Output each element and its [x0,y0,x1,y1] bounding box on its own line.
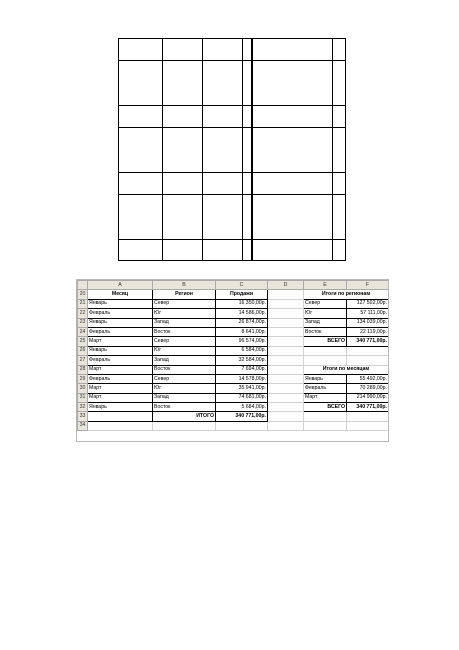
cell[interactable]: 127 502,00р. [347,299,389,308]
cell[interactable]: Март [304,393,347,402]
cell[interactable] [347,346,389,355]
column-header-row [78,281,389,290]
cell[interactable]: Февраль [88,309,153,318]
row-number[interactable]: 34 [78,421,88,430]
months-title[interactable]: Итоги по месяцам [304,365,389,374]
months-total-label[interactable]: ВСЕГО [304,403,347,412]
column-header-d[interactable]: D [268,281,304,290]
cell[interactable]: 55 492,00р. [347,374,389,383]
table-row [78,403,389,412]
main-total-value[interactable]: 340 771,00р. [216,412,268,421]
row-number[interactable]: 27 [78,356,88,365]
column-header-e[interactable]: E [304,281,347,290]
spreadsheet-grid [77,280,389,431]
spreadsheet [76,279,389,442]
cell[interactable] [268,346,304,355]
table-row [78,384,389,393]
cell[interactable]: Запад [153,356,216,365]
column-header-a[interactable]: A [88,281,153,290]
cell[interactable]: Январь [88,299,153,308]
grid-line [242,38,243,260]
cell[interactable]: Запад [153,318,216,327]
cell[interactable]: Запад [304,318,347,327]
regions-title[interactable]: Итоги по регионам [304,290,389,299]
cell[interactable]: Февраль [88,327,153,336]
empty-table-grid [118,38,346,260]
cell[interactable]: Юг [153,346,216,355]
table-row [78,421,389,430]
cell[interactable] [268,403,304,412]
cell[interactable] [268,393,304,402]
cell[interactable]: Январь [88,403,153,412]
cell[interactable] [304,346,347,355]
grid-line [162,38,163,260]
cell[interactable]: 96 574,00р. [216,337,268,346]
cell[interactable]: 16 350,00р. [216,299,268,308]
cell[interactable] [347,356,389,365]
table-row [78,356,389,365]
row-number[interactable]: 33 [78,412,88,421]
cell[interactable]: Январь [304,374,347,383]
header-month[interactable]: Месяц [88,290,153,299]
row-number[interactable]: 26 [78,346,88,355]
grid-line [332,38,333,260]
cell[interactable] [268,384,304,393]
row-number[interactable]: 30 [78,384,88,393]
cell[interactable]: Март [88,337,153,346]
table-row [78,412,389,421]
row-number[interactable]: 20 [78,290,88,299]
row-number[interactable]: 21 [78,299,88,308]
cell[interactable] [304,356,347,365]
cell[interactable]: Восток [153,365,216,374]
grid-line [345,38,346,260]
cell[interactable]: Март [88,365,153,374]
cell[interactable] [153,421,216,430]
table-row [78,337,389,346]
regions-total-value[interactable]: 340 771,00р. [347,337,389,346]
cell[interactable]: 7 694,00р. [216,365,268,374]
table-row [78,365,389,374]
cell[interactable] [88,412,153,421]
table-row [78,346,389,355]
grid-line [118,38,119,260]
row-number[interactable]: 29 [78,374,88,383]
cell[interactable]: Юг [153,309,216,318]
grid-line [118,60,346,61]
cell[interactable] [268,309,304,318]
corner-cell[interactable] [78,281,88,290]
table-row [78,374,389,383]
cell[interactable]: 32 584,00р. [216,356,268,365]
months-total-value[interactable]: 340 771,00р. [347,403,389,412]
grid-line [202,38,203,260]
cell[interactable]: 22 119,00р. [347,327,389,336]
grid-line [251,38,253,260]
cell[interactable]: Февраль [88,374,153,383]
cell[interactable]: 57 111,00р. [347,309,389,318]
grid-line [118,38,346,39]
table-row [78,393,389,402]
row-number[interactable]: 28 [78,365,88,374]
cell[interactable] [304,412,347,421]
cell[interactable]: 14 586,00р. [216,309,268,318]
regions-total-label[interactable]: ВСЕГО [304,337,347,346]
row-number[interactable]: 25 [78,337,88,346]
cell[interactable]: Март [88,384,153,393]
cell[interactable]: Январь [88,318,153,327]
cell[interactable] [216,421,268,430]
cell[interactable]: Север [153,299,216,308]
row-number[interactable]: 24 [78,327,88,336]
cell[interactable]: Север [153,374,216,383]
cell[interactable] [304,421,347,430]
cell[interactable] [268,290,304,299]
grid-line [118,194,346,195]
column-header-c[interactable]: C [216,281,268,290]
cell[interactable]: 74 681,00р. [216,393,268,402]
cell[interactable]: 214 990,00р. [347,393,389,402]
cell[interactable]: 5 684,00р. [216,403,268,412]
row-number[interactable]: 23 [78,318,88,327]
table-row [78,318,389,327]
cell[interactable] [268,365,304,374]
grid-line [118,239,346,240]
cell[interactable] [268,421,304,430]
cell[interactable] [268,337,304,346]
cell[interactable]: Февраль [304,384,347,393]
grid-line [118,172,346,173]
table-row [78,299,389,308]
row-number[interactable]: 31 [78,393,88,402]
cell[interactable]: 70 289,00р. [347,384,389,393]
cell[interactable]: 6 584,00р. [216,346,268,355]
main-total-label[interactable]: ИТОГО [153,412,216,421]
cell[interactable] [268,374,304,383]
header-sales[interactable]: Продажи [216,290,268,299]
cell[interactable]: Восток [153,327,216,336]
cell[interactable] [88,421,153,430]
cell[interactable] [347,421,389,430]
cell[interactable] [268,327,304,336]
cell[interactable]: Север [304,299,347,308]
table-row [78,290,389,299]
grid-line [118,127,346,128]
column-header-b[interactable]: B [153,281,216,290]
cell[interactable]: Север [153,337,216,346]
cell[interactable]: Запад [153,393,216,402]
cell[interactable] [268,412,304,421]
cell[interactable]: 35 941,00р. [216,384,268,393]
cell[interactable]: 14 578,00р. [216,374,268,383]
cell[interactable]: Юг [153,384,216,393]
cell[interactable]: 134 039,00р. [347,318,389,327]
cell[interactable] [268,356,304,365]
cell[interactable]: Юг [304,309,347,318]
cell[interactable]: Февраль [88,356,153,365]
table-row [78,327,389,336]
cell[interactable]: Март [88,393,153,402]
row-number[interactable]: 22 [78,309,88,318]
cell[interactable] [268,299,304,308]
cell[interactable]: Восток [304,327,347,336]
row-number[interactable]: 32 [78,403,88,412]
column-header-f[interactable]: F [347,281,389,290]
cell[interactable] [347,412,389,421]
grid-line [118,105,346,106]
cell[interactable]: Восток [153,403,216,412]
header-region[interactable]: Регион [153,290,216,299]
cell[interactable] [268,318,304,327]
table-row [78,309,389,318]
cell[interactable]: 26 874,00р. [216,318,268,327]
grid-line [118,260,346,261]
cell[interactable]: Январь [88,346,153,355]
cell[interactable]: 8 641,00р. [216,327,268,336]
